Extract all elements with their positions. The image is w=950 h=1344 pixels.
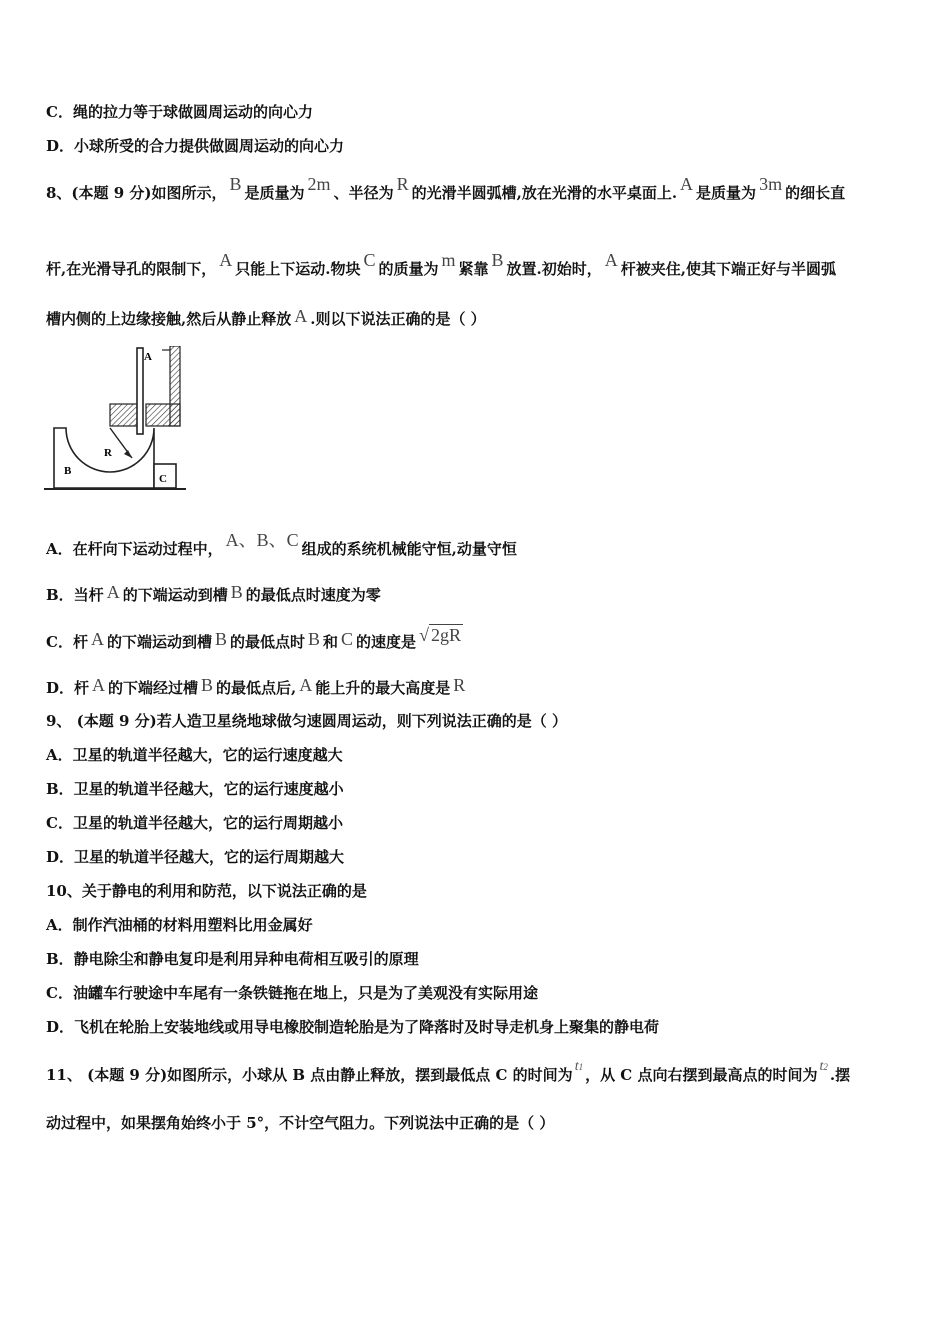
q9-stem: 9、 (本题 9 分)若人造卫星绕地球做匀速圆周运动，则下列说法正确的是（ ） bbox=[46, 712, 567, 730]
q9-option-d: D．卫星的轨道半径越大，它的运行周期越大 bbox=[46, 848, 345, 866]
q9-option-b: B．卫星的轨道半径越大，它的运行速度越小 bbox=[46, 780, 344, 798]
q8-option-b: B．当杆 A 的下端运动到槽 B 的最低点时速度为零 bbox=[46, 582, 381, 604]
guide-support bbox=[170, 346, 180, 426]
q10-option-b: B．静电除尘和静电复印是利用异种电荷相互吸引的原理 bbox=[46, 950, 419, 968]
figure-label-r: R bbox=[104, 447, 112, 459]
q11-stem-line1: 11、 (本题 9 分)如图所示，小球从 B 点由静止释放，摆到最低点 C 的时间为 t1 ，从 C 点向右摆到最高点的时间为 t2 .摆 bbox=[46, 1059, 851, 1084]
q8-option-c: C．杆 A 的下端运动到槽 B 的最低点时 B 和 C 的速度是 √ 2gR bbox=[46, 625, 461, 651]
q8-option-a: A．在杆向下运动过程中， A、B、C 组成的系统机械能守恒,动量守恒 bbox=[46, 530, 517, 558]
guide-left-block bbox=[110, 404, 138, 426]
q8-stem-line2: 杆,在光滑导孔的限制下， A 只能上下运动.物块 C 的质量为 m 紧靠 B 放置.初始时， A 杆被夹住,使其下端正好与半圆弧 bbox=[46, 250, 837, 278]
q11-stem-line2: 动过程中，如果摆角始终小于 5°，不计空气阻力。下列说法中正确的是（ ） bbox=[46, 1114, 555, 1132]
q10-option-a: A．制作汽油桶的材料用塑料比用金属好 bbox=[46, 916, 313, 934]
q8-stem-line3: 槽内侧的上边缘接触,然后从静止释放 A .则以下说法正确的是（ ） bbox=[46, 306, 486, 328]
figure-label-c: C bbox=[159, 473, 167, 485]
q10-stem: 10、关于静电的利用和防范，以下说法正确的是 bbox=[46, 882, 367, 900]
q7-option-d: D．小球所受的合力提供做圆周运动的向心力 bbox=[46, 137, 345, 155]
q9-option-c: C．卫星的轨道半径越大，它的运行周期越小 bbox=[46, 814, 343, 832]
q10-option-d: D．飞机在轮胎上安装地线或用导电橡胶制造轮胎是为了降落时及时导走机身上聚集的静电荷 bbox=[46, 1018, 660, 1036]
q7-option-c: C．绳的拉力等于球做圆周运动的向心力 bbox=[46, 103, 313, 121]
q9-option-a: A．卫星的轨道半径越大，它的运行速度越大 bbox=[46, 746, 343, 764]
sqrt-expression: √ 2gR bbox=[419, 625, 461, 645]
q10-option-c: C．油罐车行驶途中车尾有一条铁链拖在地上，只是为了美观没有实际用途 bbox=[46, 984, 538, 1002]
q8-option-d: D．杆 A 的下端经过槽 B 的最低点后, A 能上升的最大高度是 R bbox=[46, 675, 466, 697]
rod-a bbox=[137, 348, 143, 434]
q8-figure bbox=[44, 346, 186, 494]
figure-label-b: B bbox=[64, 465, 72, 477]
q8-stem-line1: 8、(本题 9 分)如图所示， B 是质量为 2m 、半径为 R 的光滑半圆弧槽,放在光滑的水平桌面上. A 是质量为 3m 的细长直 bbox=[46, 174, 846, 202]
figure-label-a: A bbox=[144, 351, 152, 363]
